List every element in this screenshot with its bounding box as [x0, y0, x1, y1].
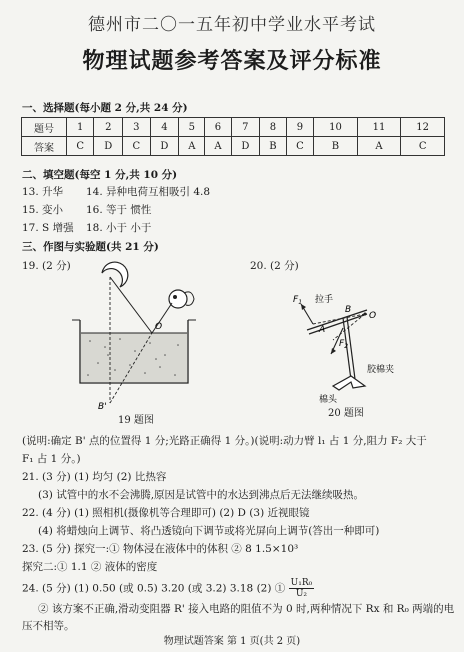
figure-20-caption: 20 题图 [328, 408, 364, 419]
fill-row-3 [22, 220, 151, 235]
q19-label: 19. (2 分) [22, 260, 71, 272]
point-b-prime-label: B' [98, 402, 107, 412]
section-2-title: 二、填空题 [22, 169, 75, 181]
figure-20 [285, 270, 420, 410]
table-cell: 7 [231, 118, 260, 137]
fill-row-2 [22, 202, 151, 217]
formula-fraction [289, 578, 315, 599]
page-footer: 物理试题答案 第 1 页(共 2 页) [163, 636, 301, 647]
force-f1-label: $F_1$ [293, 295, 303, 306]
row-label-number: 题号 [22, 118, 67, 137]
answer-24-line2: ② 该方案不正确,滑动变阻器 R' 接入电路的阻值不为 0 时,两种情况下 Rx 和 R₀ 两端的电 [38, 603, 455, 615]
answer-table [21, 117, 445, 156]
exam-header: 德州市二〇一五年初中学业水平考试 [88, 15, 376, 35]
figure-19-caption: 19 题图 [118, 415, 154, 426]
table-cell: 2 [94, 118, 123, 137]
answer-21-part3: (3) 试管中的水不会沸腾,原因是试管中的水达到沸点后无法继续吸热。 [38, 489, 365, 501]
section-1-note: (每小题 2 分,共 24 分) [74, 102, 188, 114]
point-a-label: A [319, 325, 326, 335]
table-row-numbers [22, 118, 445, 137]
table-cell: 6 [205, 118, 231, 137]
table-cell: 9 [286, 118, 313, 137]
explain-line-1: (说明:确定 B' 点的位置得 1 分;光路正确得 1 分。)(说明:动力臂 l₁ 占 1 分,阻力 F₂ 大于 [22, 435, 427, 447]
point-b-label: B [345, 305, 352, 315]
page-title: 物理试题参考答案及评分标准 [82, 48, 382, 74]
section-1-title: 一、选择题 [22, 102, 75, 114]
table-cell: A [179, 137, 205, 156]
rubber-clamp-label: 胶棉夹 [367, 365, 395, 375]
answer-16: 16. 等于 惯性 [86, 204, 152, 216]
answer-13: 13. 升华 [22, 186, 64, 198]
table-cell: C [67, 137, 94, 156]
table-cell: B [314, 137, 358, 156]
table-cell: D [231, 137, 260, 156]
explain-line-2: F₁ 占 1 分。) [22, 453, 81, 465]
table-cell: D [150, 137, 179, 156]
answer-22-part4: (4) 将蜡烛向上调节、将凸透镜向下调节或将光屏向上调节(答出一种即可) [38, 525, 380, 537]
answer-21: 21. (3 分) (1) 均匀 (2) 比热容 [22, 471, 167, 483]
answer-24 [22, 578, 314, 599]
q20-label: 20. (2 分) [250, 260, 299, 272]
table-cell: 4 [150, 118, 179, 137]
row-label-answer: 答案 [22, 137, 67, 156]
table-row-answers [22, 137, 445, 156]
point-o-label: O [155, 322, 163, 332]
section-3-heading [22, 239, 159, 254]
figure-19 [60, 255, 230, 415]
table-cell: 5 [179, 118, 205, 137]
answer-15: 15. 变小 [22, 204, 64, 216]
point-o-label: O [369, 311, 377, 321]
table-cell: 8 [260, 118, 287, 137]
section-2-heading [22, 167, 177, 182]
answer-23-part2: 探究二:① 1.1 ② 液体的密度 [22, 561, 158, 573]
table-cell: B [260, 137, 287, 156]
table-cell: A [205, 137, 231, 156]
section-3-title: 三、作图与实验题 [22, 241, 106, 253]
table-cell: 10 [314, 118, 358, 137]
section-2-note: (每空 1 分,共 10 分) [74, 169, 178, 181]
answer-14: 14. 异种电荷互相吸引 4.8 [86, 186, 211, 198]
section-1-heading [22, 100, 188, 115]
table-cell: C [401, 137, 445, 156]
formula-numerator: U₁R₀ [290, 578, 313, 588]
handle-label: 拉手 [315, 295, 334, 305]
answer-24-main: 24. (5 分) (1) 0.50 (或 0.5) 3.20 (或 3.2) 3.18 (2) ① [22, 582, 286, 595]
section-3-note: (共 21 分) [106, 241, 159, 253]
answer-24-line3: 压不相等。 [22, 620, 75, 632]
fill-row-1 [22, 184, 210, 199]
table-cell: C [286, 137, 313, 156]
answer-23: 23. (5 分) 探究一:① 物体浸在液体中的体积 ② 8 1.5×10³ [22, 543, 299, 555]
answer-22: 22. (4 分) (1) 照相机(摄像机等合理即可) (2) D (3) 近视眼镜 [22, 507, 310, 519]
table-cell: 3 [123, 118, 150, 137]
table-cell: 12 [401, 118, 445, 137]
formula-denominator: U₂ [295, 589, 308, 599]
table-cell: A [357, 137, 401, 156]
table-cell: 11 [357, 118, 401, 137]
table-cell: C [123, 137, 150, 156]
answer-18: 18. 小于 小于 [86, 222, 152, 234]
answer-17: 17. S 增强 [22, 222, 74, 234]
force-f2-label: $F_2$ [339, 339, 349, 350]
table-cell: D [94, 137, 123, 156]
table-cell: 1 [67, 118, 94, 137]
cotton-head-label: 棉头 [319, 395, 338, 405]
